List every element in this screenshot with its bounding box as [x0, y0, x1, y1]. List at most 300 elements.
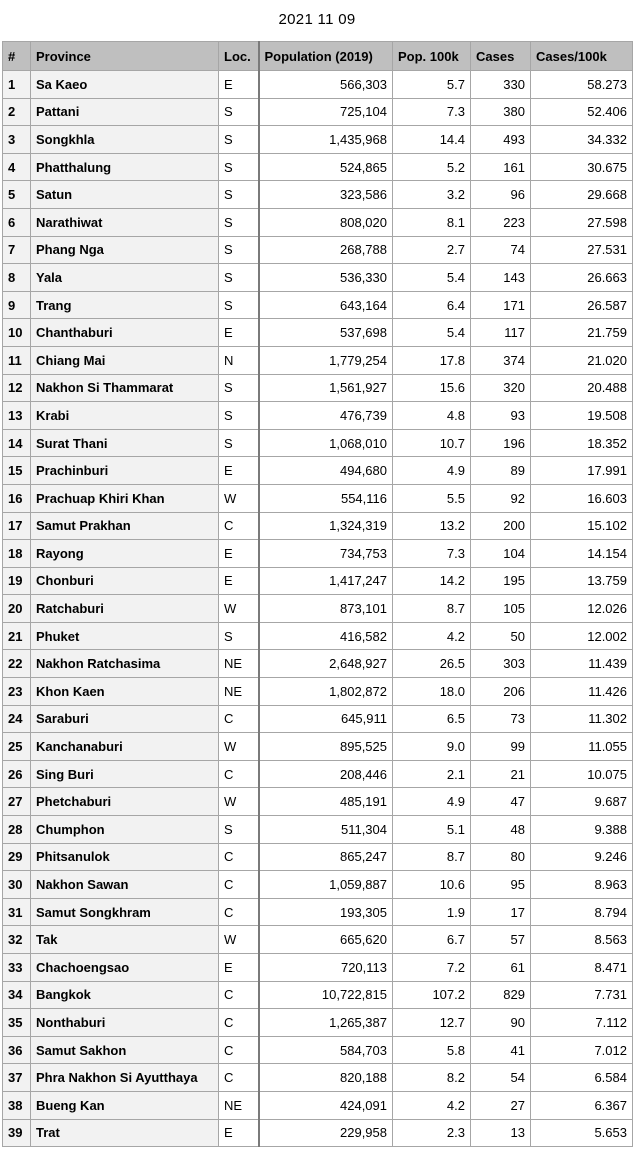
cell-province: Phra Nakhon Si Ayutthaya: [31, 1064, 219, 1092]
cell-index: 37: [3, 1064, 31, 1092]
cell-province: Chanthaburi: [31, 319, 219, 347]
cell-index: 23: [3, 678, 31, 706]
cell-province: Phuket: [31, 622, 219, 650]
cell-province: Saraburi: [31, 705, 219, 733]
cell-index: 5: [3, 181, 31, 209]
cell-index: 10: [3, 319, 31, 347]
table-row: [3, 760, 633, 788]
cell-pop-100k: 18.0: [393, 678, 471, 706]
cell-location: S: [219, 98, 259, 126]
cell-index: 3: [3, 126, 31, 154]
cell-province: Phatthalung: [31, 153, 219, 181]
cell-province: Nakhon Ratchasima: [31, 650, 219, 678]
table-row: [3, 153, 633, 181]
cell-cases: 57: [471, 926, 531, 954]
cell-cases: 105: [471, 595, 531, 623]
cell-province: Satun: [31, 181, 219, 209]
cell-population: 476,739: [259, 402, 393, 430]
cell-cases-per-100k: 17.991: [531, 457, 633, 485]
table-row: [3, 484, 633, 512]
cell-cases-per-100k: 34.332: [531, 126, 633, 154]
cell-cases: 80: [471, 843, 531, 871]
cell-cases-per-100k: 9.687: [531, 788, 633, 816]
cell-location: E: [219, 319, 259, 347]
cell-index: 31: [3, 898, 31, 926]
cell-pop-100k: 10.7: [393, 429, 471, 457]
table-row: [3, 181, 633, 209]
cell-index: 2: [3, 98, 31, 126]
cell-location: S: [219, 236, 259, 264]
cell-pop-100k: 8.7: [393, 843, 471, 871]
cell-province: Songkhla: [31, 126, 219, 154]
cell-province: Sa Kaeo: [31, 71, 219, 99]
cell-population: 193,305: [259, 898, 393, 926]
table-row: [3, 126, 633, 154]
table-row: [3, 346, 633, 374]
cell-location: C: [219, 1064, 259, 1092]
cell-population: 820,188: [259, 1064, 393, 1092]
column-header-location: Loc.: [219, 42, 259, 71]
cell-cases-per-100k: 11.302: [531, 705, 633, 733]
cell-population: 1,802,872: [259, 678, 393, 706]
cell-population: 1,779,254: [259, 346, 393, 374]
table-row: [3, 678, 633, 706]
column-header-cases: Cases: [471, 42, 531, 71]
table-row: [3, 236, 633, 264]
cell-cases-per-100k: 52.406: [531, 98, 633, 126]
cell-location: C: [219, 843, 259, 871]
cell-province: Trang: [31, 291, 219, 319]
cell-population: 720,113: [259, 954, 393, 982]
table-row: [3, 926, 633, 954]
table-row: [3, 622, 633, 650]
cell-index: 30: [3, 871, 31, 899]
cell-population: 554,116: [259, 484, 393, 512]
column-header-population: Population (2019): [259, 42, 393, 71]
cell-province: Bangkok: [31, 981, 219, 1009]
cell-pop-100k: 7.2: [393, 954, 471, 982]
cell-location: E: [219, 71, 259, 99]
cell-pop-100k: 14.4: [393, 126, 471, 154]
cell-cases: 104: [471, 540, 531, 568]
table-row: [3, 954, 633, 982]
cell-index: 14: [3, 429, 31, 457]
cell-population: 895,525: [259, 733, 393, 761]
cell-cases-per-100k: 19.508: [531, 402, 633, 430]
cell-index: 35: [3, 1009, 31, 1037]
cell-cases-per-100k: 27.598: [531, 208, 633, 236]
cell-pop-100k: 5.2: [393, 153, 471, 181]
cell-province: Samut Songkhram: [31, 898, 219, 926]
cell-location: S: [219, 264, 259, 292]
header-row: [3, 42, 633, 71]
cell-index: 21: [3, 622, 31, 650]
cell-cases-per-100k: 20.488: [531, 374, 633, 402]
cell-cases: 117: [471, 319, 531, 347]
cell-cases-per-100k: 12.026: [531, 595, 633, 623]
table-row: [3, 457, 633, 485]
cell-population: 1,059,887: [259, 871, 393, 899]
cell-index: 27: [3, 788, 31, 816]
cell-population: 734,753: [259, 540, 393, 568]
cell-index: 1: [3, 71, 31, 99]
table-row: [3, 429, 633, 457]
cell-cases: 27: [471, 1091, 531, 1119]
cell-location: C: [219, 760, 259, 788]
cell-index: 28: [3, 816, 31, 844]
cell-pop-100k: 5.4: [393, 319, 471, 347]
cell-location: S: [219, 291, 259, 319]
cell-cases: 92: [471, 484, 531, 512]
cell-pop-100k: 2.7: [393, 236, 471, 264]
cell-pop-100k: 5.8: [393, 1036, 471, 1064]
cell-index: 18: [3, 540, 31, 568]
cell-population: 537,698: [259, 319, 393, 347]
cell-cases-per-100k: 9.246: [531, 843, 633, 871]
cell-population: 511,304: [259, 816, 393, 844]
cell-location: N: [219, 346, 259, 374]
cell-cases-per-100k: 21.759: [531, 319, 633, 347]
cell-cases: 47: [471, 788, 531, 816]
cell-location: W: [219, 926, 259, 954]
cell-cases-per-100k: 26.663: [531, 264, 633, 292]
cell-pop-100k: 5.1: [393, 816, 471, 844]
cell-location: S: [219, 126, 259, 154]
cell-cases: 95: [471, 871, 531, 899]
cell-pop-100k: 9.0: [393, 733, 471, 761]
cell-index: 25: [3, 733, 31, 761]
table-row: [3, 843, 633, 871]
cell-cases: 380: [471, 98, 531, 126]
cell-province: Prachinburi: [31, 457, 219, 485]
cell-population: 1,068,010: [259, 429, 393, 457]
cell-cases-per-100k: 13.759: [531, 567, 633, 595]
cell-location: S: [219, 429, 259, 457]
cell-index: 32: [3, 926, 31, 954]
table-row: [3, 650, 633, 678]
cell-pop-100k: 17.8: [393, 346, 471, 374]
cell-cases-per-100k: 58.273: [531, 71, 633, 99]
cell-population: 665,620: [259, 926, 393, 954]
cell-index: 33: [3, 954, 31, 982]
cell-location: E: [219, 540, 259, 568]
table-row: [3, 981, 633, 1009]
cell-location: C: [219, 898, 259, 926]
cell-population: 208,446: [259, 760, 393, 788]
cell-index: 12: [3, 374, 31, 402]
table-row: [3, 319, 633, 347]
cell-province: Samut Sakhon: [31, 1036, 219, 1064]
cell-index: 26: [3, 760, 31, 788]
cell-cases-per-100k: 11.439: [531, 650, 633, 678]
cell-cases: 143: [471, 264, 531, 292]
cell-population: 865,247: [259, 843, 393, 871]
cell-index: 29: [3, 843, 31, 871]
cell-pop-100k: 4.2: [393, 622, 471, 650]
cell-location: NE: [219, 678, 259, 706]
table-row: [3, 1009, 633, 1037]
cell-location: S: [219, 208, 259, 236]
cell-pop-100k: 4.9: [393, 788, 471, 816]
cell-cases: 374: [471, 346, 531, 374]
cell-population: 229,958: [259, 1119, 393, 1147]
cell-province: Nonthaburi: [31, 1009, 219, 1037]
cell-location: NE: [219, 650, 259, 678]
cell-province: Ratchaburi: [31, 595, 219, 623]
cell-province: Bueng Kan: [31, 1091, 219, 1119]
cell-pop-100k: 26.5: [393, 650, 471, 678]
table-row: [3, 540, 633, 568]
cell-population: 524,865: [259, 153, 393, 181]
cell-province: Surat Thani: [31, 429, 219, 457]
cell-population: 584,703: [259, 1036, 393, 1064]
cell-cases: 196: [471, 429, 531, 457]
cell-province: Chachoengsao: [31, 954, 219, 982]
cell-pop-100k: 5.4: [393, 264, 471, 292]
cell-cases: 303: [471, 650, 531, 678]
cell-pop-100k: 4.9: [393, 457, 471, 485]
cell-location: C: [219, 705, 259, 733]
cell-index: 15: [3, 457, 31, 485]
cell-cases-per-100k: 9.388: [531, 816, 633, 844]
cell-population: 566,303: [259, 71, 393, 99]
cell-population: 485,191: [259, 788, 393, 816]
cell-pop-100k: 2.3: [393, 1119, 471, 1147]
cell-pop-100k: 15.6: [393, 374, 471, 402]
cell-cases-per-100k: 8.794: [531, 898, 633, 926]
cell-population: 808,020: [259, 208, 393, 236]
cell-province: Tak: [31, 926, 219, 954]
cell-province: Nakhon Sawan: [31, 871, 219, 899]
cell-cases-per-100k: 14.154: [531, 540, 633, 568]
cell-pop-100k: 6.7: [393, 926, 471, 954]
cell-province: Chonburi: [31, 567, 219, 595]
cell-location: E: [219, 567, 259, 595]
cell-province: Nakhon Si Thammarat: [31, 374, 219, 402]
table-row: [3, 1064, 633, 1092]
cell-location: E: [219, 457, 259, 485]
cell-location: S: [219, 374, 259, 402]
cell-cases-per-100k: 10.075: [531, 760, 633, 788]
cell-index: 19: [3, 567, 31, 595]
table-row: [3, 208, 633, 236]
cell-pop-100k: 5.5: [393, 484, 471, 512]
cell-province: Phang Nga: [31, 236, 219, 264]
table-row: [3, 291, 633, 319]
cell-cases: 320: [471, 374, 531, 402]
cell-cases-per-100k: 8.963: [531, 871, 633, 899]
table-row: [3, 816, 633, 844]
table-row: [3, 1036, 633, 1064]
table-row: [3, 512, 633, 540]
cell-cases: 93: [471, 402, 531, 430]
cell-location: NE: [219, 1091, 259, 1119]
cell-cases-per-100k: 7.731: [531, 981, 633, 1009]
cell-pop-100k: 4.2: [393, 1091, 471, 1119]
table-title: 2021 11 09: [278, 11, 356, 28]
cell-cases-per-100k: 18.352: [531, 429, 633, 457]
cell-population: 416,582: [259, 622, 393, 650]
cell-pop-100k: 5.7: [393, 71, 471, 99]
cell-population: 494,680: [259, 457, 393, 485]
cell-population: 323,586: [259, 181, 393, 209]
cell-cases-per-100k: 8.471: [531, 954, 633, 982]
cell-index: 39: [3, 1119, 31, 1147]
cell-pop-100k: 3.2: [393, 181, 471, 209]
cell-cases: 829: [471, 981, 531, 1009]
cell-province: Pattani: [31, 98, 219, 126]
cell-population: 1,417,247: [259, 567, 393, 595]
cell-cases-per-100k: 12.002: [531, 622, 633, 650]
cell-location: C: [219, 1036, 259, 1064]
cell-cases: 223: [471, 208, 531, 236]
cell-location: C: [219, 871, 259, 899]
cell-pop-100k: 6.5: [393, 705, 471, 733]
cell-cases: 61: [471, 954, 531, 982]
cell-province: Sing Buri: [31, 760, 219, 788]
cell-province: Chiang Mai: [31, 346, 219, 374]
cell-cases: 200: [471, 512, 531, 540]
cell-pop-100k: 8.7: [393, 595, 471, 623]
cell-cases: 54: [471, 1064, 531, 1092]
cell-pop-100k: 10.6: [393, 871, 471, 899]
cell-location: S: [219, 402, 259, 430]
table-row: [3, 567, 633, 595]
cell-location: W: [219, 484, 259, 512]
cell-pop-100k: 2.1: [393, 760, 471, 788]
cell-location: E: [219, 954, 259, 982]
table-row: [3, 788, 633, 816]
cell-cases: 96: [471, 181, 531, 209]
cell-pop-100k: 6.4: [393, 291, 471, 319]
cell-population: 643,164: [259, 291, 393, 319]
cell-province: Chumphon: [31, 816, 219, 844]
column-header-index: #: [3, 42, 31, 71]
cell-cases-per-100k: 27.531: [531, 236, 633, 264]
cell-cases-per-100k: 6.367: [531, 1091, 633, 1119]
cell-index: 8: [3, 264, 31, 292]
cell-location: C: [219, 1009, 259, 1037]
table-row: [3, 264, 633, 292]
cell-cases: 13: [471, 1119, 531, 1147]
cell-population: 1,435,968: [259, 126, 393, 154]
cell-pop-100k: 4.8: [393, 402, 471, 430]
cell-province: Yala: [31, 264, 219, 292]
cell-index: 20: [3, 595, 31, 623]
cell-province: Phitsanulok: [31, 843, 219, 871]
cell-cases: 99: [471, 733, 531, 761]
cell-cases-per-100k: 11.426: [531, 678, 633, 706]
cell-province: Phetchaburi: [31, 788, 219, 816]
cell-cases: 90: [471, 1009, 531, 1037]
table-row: [3, 898, 633, 926]
cell-index: 13: [3, 402, 31, 430]
cell-province: Kanchanaburi: [31, 733, 219, 761]
cell-location: W: [219, 595, 259, 623]
cell-pop-100k: 7.3: [393, 540, 471, 568]
table-row: [3, 1091, 633, 1119]
cell-pop-100k: 14.2: [393, 567, 471, 595]
cell-location: S: [219, 153, 259, 181]
cell-cases-per-100k: 29.668: [531, 181, 633, 209]
cell-cases: 50: [471, 622, 531, 650]
cell-province: Samut Prakhan: [31, 512, 219, 540]
column-header-pop-100k: Pop. 100k: [393, 42, 471, 71]
cell-population: 1,265,387: [259, 1009, 393, 1037]
cell-population: 1,561,927: [259, 374, 393, 402]
cell-province: Krabi: [31, 402, 219, 430]
table-row: [3, 402, 633, 430]
table-row: [3, 71, 633, 99]
cell-population: 1,324,319: [259, 512, 393, 540]
cell-location: S: [219, 622, 259, 650]
cell-cases-per-100k: 21.020: [531, 346, 633, 374]
cell-cases: 206: [471, 678, 531, 706]
cell-population: 424,091: [259, 1091, 393, 1119]
cell-pop-100k: 7.3: [393, 98, 471, 126]
cell-index: 4: [3, 153, 31, 181]
province-table: [2, 41, 633, 1147]
cell-population: 10,722,815: [259, 981, 393, 1009]
cell-index: 17: [3, 512, 31, 540]
cell-cases-per-100k: 7.012: [531, 1036, 633, 1064]
cell-population: 645,911: [259, 705, 393, 733]
cell-population: 873,101: [259, 595, 393, 623]
table-row: [3, 705, 633, 733]
cell-index: 24: [3, 705, 31, 733]
cell-index: 9: [3, 291, 31, 319]
cell-location: S: [219, 816, 259, 844]
cell-cases: 89: [471, 457, 531, 485]
cell-cases-per-100k: 30.675: [531, 153, 633, 181]
table-row: [3, 595, 633, 623]
cell-pop-100k: 12.7: [393, 1009, 471, 1037]
cell-location: W: [219, 733, 259, 761]
cell-index: 16: [3, 484, 31, 512]
cell-index: 34: [3, 981, 31, 1009]
cell-province: Khon Kaen: [31, 678, 219, 706]
cell-province: Rayong: [31, 540, 219, 568]
cell-pop-100k: 13.2: [393, 512, 471, 540]
cell-location: E: [219, 1119, 259, 1147]
cell-population: 725,104: [259, 98, 393, 126]
cell-index: 7: [3, 236, 31, 264]
cell-index: 36: [3, 1036, 31, 1064]
table-row: [3, 871, 633, 899]
cell-cases-per-100k: 15.102: [531, 512, 633, 540]
table-row: [3, 374, 633, 402]
cell-cases: 171: [471, 291, 531, 319]
cell-population: 2,648,927: [259, 650, 393, 678]
cell-pop-100k: 8.1: [393, 208, 471, 236]
cell-location: S: [219, 181, 259, 209]
cell-cases-per-100k: 6.584: [531, 1064, 633, 1092]
cell-province: Prachuap Khiri Khan: [31, 484, 219, 512]
cell-cases: 330: [471, 71, 531, 99]
cell-cases: 17: [471, 898, 531, 926]
cell-cases-per-100k: 26.587: [531, 291, 633, 319]
cell-index: 6: [3, 208, 31, 236]
cell-pop-100k: 1.9: [393, 898, 471, 926]
cell-cases: 73: [471, 705, 531, 733]
cell-province: Narathiwat: [31, 208, 219, 236]
cell-index: 22: [3, 650, 31, 678]
cell-location: C: [219, 512, 259, 540]
cell-cases: 41: [471, 1036, 531, 1064]
cell-location: W: [219, 788, 259, 816]
cell-cases: 161: [471, 153, 531, 181]
cell-cases-per-100k: 7.112: [531, 1009, 633, 1037]
